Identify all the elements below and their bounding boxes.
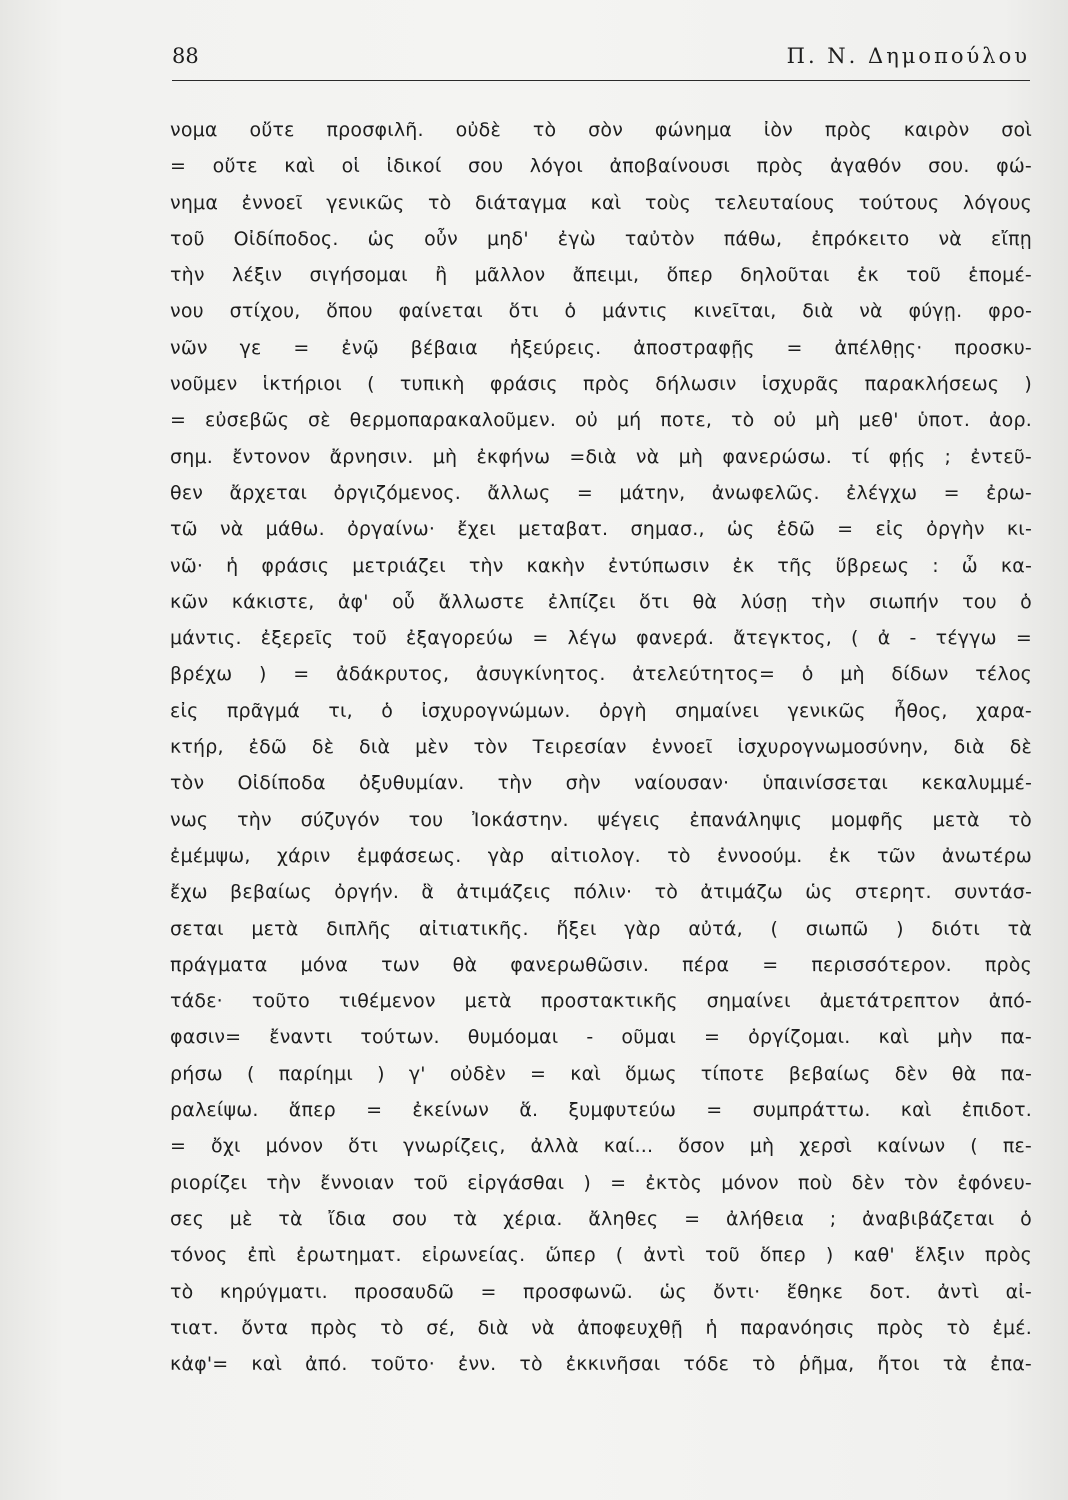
text-line: κἀφ'= καὶ ἀπό. τοῦτο· ἐνν. τὸ ἐκκινῆσαι τόδε τὸ ῥῆμα, ἤτοι τὰ ἐπα- bbox=[170, 1353, 1032, 1376]
text-line: ἐμέμψω, χάριν ἐμφάσεως. γὰρ αἰτιολογ. τὸ ἐννοούμ. ἐκ τῶν ἀνωτέρω bbox=[170, 844, 1032, 867]
text-line: τιατ. ὄντα πρὸς τὸ σέ, διὰ νὰ ἀποφευχθῇ ἡ παρανόησις πρὸς τὸ ἐμέ. bbox=[170, 1316, 1032, 1339]
running-head bbox=[172, 44, 1030, 80]
text-line: μάντις. ἐξερεῖς τοῦ ἐξαγορεύω = λέγω φανερά. ἄτεγκτος, ( ἀ - τέγγω = bbox=[170, 627, 1032, 650]
text-line: κῶν κάκιστε, ἀφ' οὗ ἄλλωστε ἐλπίζει ὅτι θὰ λύσῃ τὴν σιωπήν του ὁ bbox=[170, 590, 1032, 613]
text-line: = εὐσεβῶς σὲ θερμοπαρακαλοῦμεν. οὐ μή ποτε, τὸ οὐ μὴ μεθ' ὑποτ. ἀορ. bbox=[170, 409, 1032, 432]
text-line: εἰς πρᾶγμά τι, ὁ ἰσχυρογνώμων. ὀργὴ σημαίνει γενικῶς ἦθος, χαρα- bbox=[170, 699, 1032, 722]
text-line: = ὄχι μόνον ὅτι γνωρίζεις, ἀλλὰ καί... ὅσον μὴ χερσὶ καίνων ( πε- bbox=[170, 1135, 1032, 1158]
text-line: τάδε· τοῦτο τιθέμενον μετὰ προστακτικῆς σημαίνει ἀμετάτρεπτον ἀπό- bbox=[170, 990, 1032, 1013]
text-line: βρέχω ) = ἀδάκρυτος, ἀσυγκίνητος. ἀτελεύτητος= ὁ μὴ δίδων τέλος bbox=[170, 663, 1032, 686]
text-line: νου στίχου, ὅπου φαίνεται ὅτι ὁ μάντις κινεῖται, διὰ νὰ φύγῃ. φρο- bbox=[170, 300, 1032, 323]
text-line: νῶν γε = ἐνῷ βέβαια ἠξεύρεις. ἀποστραφῇς = ἀπέλθῃς· προσκυ- bbox=[170, 336, 1032, 359]
text-line: τόνος ἐπὶ ἐρωτηματ. εἰρωνείας. ὥπερ ( ἀντὶ τοῦ ὅπερ ) καθ' ἕλξιν πρὸς bbox=[170, 1244, 1032, 1267]
page-number: 88 bbox=[172, 44, 199, 68]
text-line: ρήσω ( παρίημι ) γ' οὐδὲν = καὶ ὅμως τίποτε βεβαίως δὲν θὰ πα- bbox=[170, 1062, 1032, 1085]
text-line: σημ. ἔντονον ἄρνησιν. μὴ ἐκφήνω =διὰ νὰ μὴ φανερώσω. τί φῄς ; ἐντεῦ- bbox=[170, 445, 1032, 468]
text-line: νως τὴν σύζυγόν του Ἰοκάστην. ψέγεις ἐπανάληψις μομφῆς μετὰ τὸ bbox=[170, 808, 1032, 831]
text-line: φασιν= ἔναντι τούτων. θυμόομαι - οῦμαι = ὀργίζομαι. καὶ μὴν πα- bbox=[170, 1026, 1032, 1049]
header-rule bbox=[172, 80, 1030, 81]
text-line: τοῦ Οἰδίποδος. ὡς οὖν μηδ' ἐγὼ ταὐτὸν πάθω, ἐπρόκειτο νὰ εἴπῃ bbox=[170, 227, 1032, 250]
text-line: σεται μετὰ διπλῆς αἰτιατικῆς. ἥξει γὰρ αὐτά, ( σιωπῶ ) διότι τὰ bbox=[170, 917, 1032, 940]
text-line: ριορίζει τὴν ἔννοιαν τοῦ εἰργάσθαι ) = ἐκτὸς μόνον ποὺ δὲν τὸν ἐφόνευ- bbox=[170, 1171, 1032, 1194]
text-line: σες μὲ τὰ ἴδια σου τὰ χέρια. ἄληθες = ἀλήθεια ; ἀναβιβάζεται ὁ bbox=[170, 1207, 1032, 1230]
running-head-author: Π. Ν. Δημοπούλου bbox=[786, 44, 1030, 68]
text-line: τὴν λέξιν σιγήσομαι ἢ μᾶλλον ἄπειμι, ὅπερ δηλοῦται ἐκ τοῦ ἑπομέ- bbox=[170, 264, 1032, 287]
text-line: ἔχω βεβαίως ὀργήν. ἃ ἀτιμάζεις πόλιν· τὸ ἀτιμάζω ὡς στερητ. συντάσ- bbox=[170, 881, 1032, 904]
text-line: τῶ νὰ μάθω. ὀργαίνω· ἔχει μεταβατ. σημασ., ὡς ἐδῶ = εἰς ὀργὴν κι- bbox=[170, 518, 1032, 541]
text-line: = οὔτε καὶ οἱ ἰδικοί σου λόγοι ἀποβαίνουσι πρὸς ἀγαθόν σου. φώ- bbox=[170, 155, 1032, 178]
text-line: τὸν Οἰδίποδα ὀξυθυμίαν. τὴν σὴν ναίουσαν· ὑπαινίσσεται κεκαλυμμέ- bbox=[170, 772, 1032, 795]
text-line: νοῦμεν ἱκτήριοι ( τυπικὴ φράσις πρὸς δήλωσιν ἰσχυρᾶς παρακλήσεως ) bbox=[170, 373, 1032, 396]
text-line: θεν ἄρχεται ὀργιζόμενος. ἄλλως = μάτην, ἀνωφελῶς. ἐλέγχω = ἐρω- bbox=[170, 481, 1032, 504]
commentary-text bbox=[170, 112, 1032, 1382]
text-line: νῶ· ἡ φράσις μετριάζει τὴν κακὴν ἐντύπωσιν ἐκ τῆς ὕβρεως : ὦ κα- bbox=[170, 554, 1032, 577]
text-line: κτήρ, ἐδῶ δὲ διὰ μὲν τὸν Τειρεσίαν ἐννοεῖ ἰσχυρογνωμοσύνην, διὰ δὲ bbox=[170, 736, 1032, 759]
text-line: πράγματα μόνα των θὰ φανερωθῶσιν. πέρα = περισσότερον. πρὸς bbox=[170, 953, 1032, 976]
text-line: τὸ κηρύγματι. προσαυδῶ = προσφωνῶ. ὡς ὄντι· ἕθηκε δοτ. ἀντὶ αἰ- bbox=[170, 1280, 1032, 1303]
text-line: νομα οὔτε προσφιλῆ. οὐδὲ τὸ σὸν φώνημα ἰὸν πρὸς καιρὸν σοὶ bbox=[170, 119, 1032, 141]
text-line: νημα ἐννοεῖ γενικῶς τὸ διάταγμα καὶ τοὺς τελευταίους τούτους λόγους bbox=[170, 191, 1032, 214]
text-line: ραλείψω. ἅπερ = ἐκείνων ἅ. ξυμφυτεύω = συμπράττω. καὶ ἐπιδοτ. bbox=[170, 1099, 1032, 1122]
